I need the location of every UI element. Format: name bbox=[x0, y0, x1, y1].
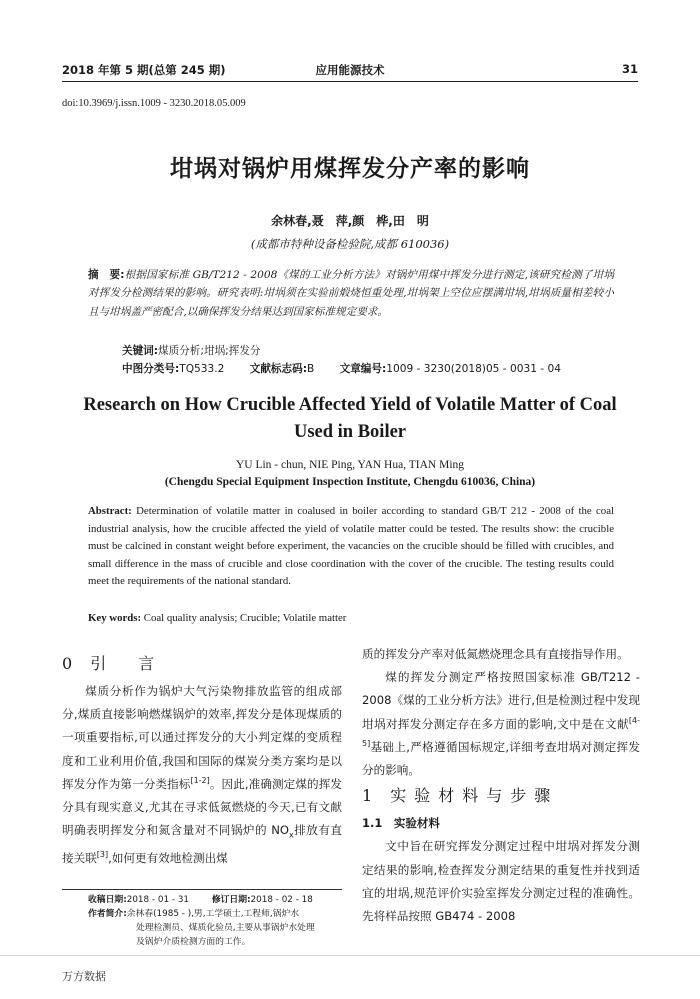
intro-paragraph bbox=[62, 680, 342, 870]
footnote-divider bbox=[62, 889, 342, 890]
intro-paragraph-continued: 质的挥发分产率对低氮燃烧理念具有直接指导作用。 bbox=[362, 647, 629, 661]
title-chinese: 坩埚对锅炉用煤挥发分产率的影响 bbox=[170, 156, 530, 182]
intro-text-a: 煤质分析作为锅炉大气污染物排放监管的组成部分,煤质直接影响燃煤锅炉的效率,挥发分是体现煤质的一项重要指标,可以通过挥发分的大小判定煤的变质程度和工业利用价值,我国和国际的煤炭分类方案均是以挥发分作为第一分类指标 bbox=[62, 684, 342, 791]
abstract-label-en: Abstract: bbox=[88, 505, 132, 517]
section-0-heading bbox=[62, 650, 342, 678]
intro-text-d: ,如何更有效地检测出煤 bbox=[108, 850, 228, 865]
clc-label: 中图分类号: bbox=[122, 363, 180, 375]
authors-chinese: 余林春,聂 萍,颜 桦,田 明 bbox=[271, 214, 429, 228]
intro-text-b: 。因此,准确测定煤的挥发分具有现实意义,尤其在寻求低氮燃烧的今天,已有文献明确表明挥发分和氮含量对不同锅炉的 NO bbox=[62, 776, 342, 838]
keywords-chinese bbox=[122, 343, 261, 358]
issue-info: 2018 年第 5 期(总第 245 期) bbox=[62, 63, 226, 77]
citation-1-2: [1-2] bbox=[190, 775, 210, 785]
received-date: 2018 - 01 - 31 bbox=[126, 895, 190, 905]
keywords-english bbox=[88, 612, 346, 624]
revised-label: 修订日期: bbox=[211, 895, 251, 905]
section-1-title: 实验材料与步骤 bbox=[390, 786, 559, 806]
classification-line bbox=[122, 361, 602, 376]
section-1-heading bbox=[362, 782, 640, 810]
intro-text-c: 排放有直接关联 bbox=[62, 823, 342, 865]
author-bio-line-3: 及锅炉介质检测方面的工作。 bbox=[136, 937, 251, 947]
author-bio-line-1: 余林春(1985 - ),男,工学硕士,工程师,锅炉水 bbox=[126, 909, 300, 919]
author-bio-line-2: 处理检测员、煤质化验员,主要从事锅炉水处理 bbox=[136, 923, 315, 933]
title-english: Research on How Crucible Affected Yield of Volatile Matter of Coal Used in Boiler bbox=[83, 395, 617, 442]
abstract-chinese bbox=[88, 266, 614, 321]
citation-3: [3] bbox=[96, 849, 109, 859]
footnote-dates bbox=[88, 893, 346, 907]
doc-code-value: B bbox=[306, 363, 315, 375]
materials-paragraph: 文中旨在研究挥发分测定过程中坩埚对挥发分测定结果的影响,检查挥发分测定结果的重复性并找到适宜的坩埚,规范评价实验室挥发分测定过程的准确性。先将样品按照 GB474 - 2008 bbox=[362, 839, 640, 924]
article-no-label: 文章编号: bbox=[339, 363, 387, 375]
clc-value: TQ533.2 bbox=[179, 363, 225, 375]
standard-paragraph bbox=[362, 666, 640, 782]
section-0-number: 0 bbox=[62, 654, 81, 673]
keywords-text-cn: 煤质分析;坩埚;挥发分 bbox=[158, 345, 261, 357]
database-watermark: 万方数据 bbox=[62, 970, 106, 983]
nox-subscript: x bbox=[289, 830, 294, 840]
page-number: 31 bbox=[621, 62, 638, 76]
article-no-value: 1009 - 3230(2018)05 - 0031 - 04 bbox=[386, 363, 561, 375]
keywords-label-en: Key words: bbox=[88, 612, 142, 624]
header-divider bbox=[62, 81, 638, 82]
abstract-text-en: Determination of volatile matter in coalused in boiler according to standard GB/T 212 - 2008 of the coal industrial analysis, how the crucible affected the yield of volatile matter could be tested. The results show: the crucible must be calcined in constant weight before experiment, the vacancies on the crucible should be filled with crucibles, and small difference in the mass of crucible and close coordination with the cover of the crucible. The testing results could meet the requirements of the national standard. bbox=[88, 505, 615, 588]
subsection-1-1-heading: 1.1 实验材料 bbox=[362, 816, 440, 831]
keywords-label-cn: 关键词: bbox=[122, 345, 159, 357]
citation-4-5: [4-5] bbox=[362, 715, 640, 748]
author-bio-label: 作者简介: bbox=[88, 909, 127, 919]
affiliation-english: (Chengdu Special Equipment Inspection Institute, Chengdu 610036, China) bbox=[164, 476, 536, 488]
standard-text-b: 基础上,严格遵循国标规定,详细考查坩埚对测定挥发分的影响。 bbox=[362, 739, 640, 778]
revised-date: 2018 - 02 - 18 bbox=[250, 895, 313, 905]
running-header bbox=[62, 62, 638, 80]
standard-text-a: 煤的挥发分测定严格按照国家标准 GB/T212 - 2008《煤的工业分析方法》进行,但是检测过程中发现坩埚对挥发分测定存在多方面的影响,文中是在文献 bbox=[362, 670, 640, 731]
footnote-author bbox=[88, 907, 346, 921]
bottom-divider bbox=[0, 955, 700, 956]
abstract-text-cn: 根据国家标准 GB/T212 - 2008《煤的工业分析方法》对锅炉用煤中挥发分进行测定,该研究检测了坩埚对挥发分检测结果的影响。研究表明:坩埚须在实验前煅烧恒重处理,坩埚架上空位应摆满坩埚,坩埚质量相差较小且与坩埚盖严密配合,以确保挥发分结果达到国家标准规定要求。 bbox=[88, 269, 614, 318]
authors-english: YU Lin - chun, NIE Ping, YAN Hua, TIAN Ming bbox=[235, 459, 465, 471]
right-column bbox=[362, 643, 640, 928]
received-label: 收稿日期: bbox=[88, 895, 127, 905]
section-1-number: 1 bbox=[362, 786, 381, 806]
left-column bbox=[62, 650, 342, 870]
doi-line: doi:10.3969/j.issn.1009 - 3230.2018.05.009 bbox=[62, 98, 246, 109]
section-0-title: 引 言 bbox=[90, 654, 163, 673]
abstract-english bbox=[88, 503, 614, 591]
affiliation-chinese: (成都市特种设备检验院,成都 610036) bbox=[250, 237, 450, 251]
footnote bbox=[88, 893, 346, 949]
journal-name: 应用能源技术 bbox=[315, 63, 385, 77]
abstract-label-cn: 摘 要: bbox=[88, 269, 125, 281]
keywords-text-en: Coal quality analysis; Crucible; Volatile matter bbox=[143, 612, 347, 624]
doc-code-label: 文献标志码: bbox=[249, 363, 307, 375]
